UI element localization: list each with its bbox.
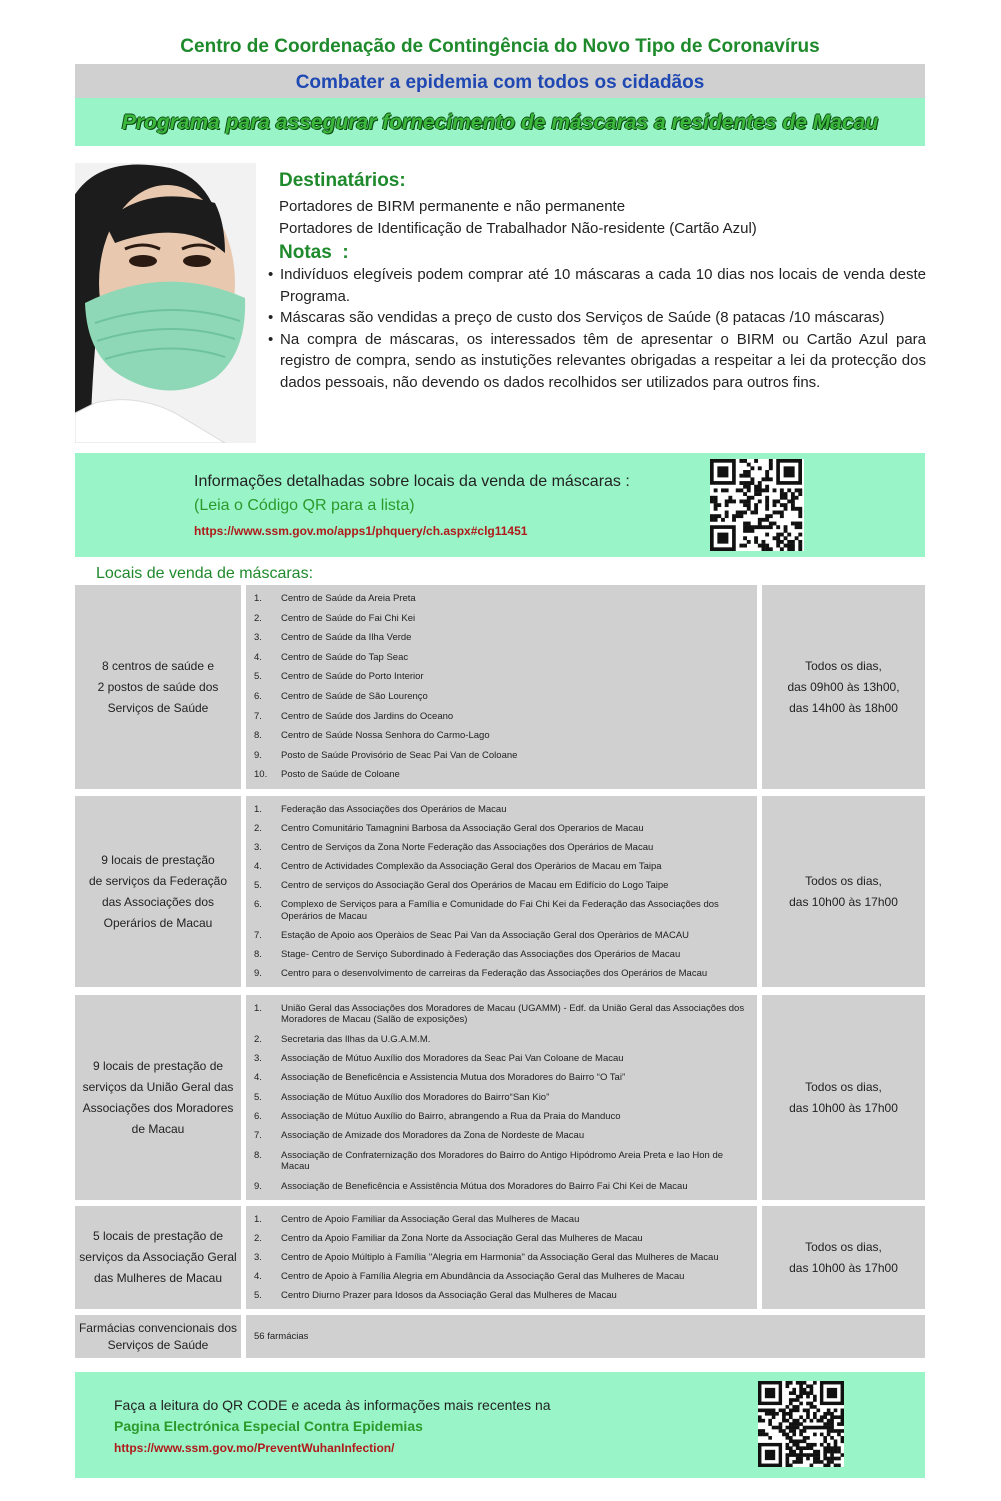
location-item-number: 6.: [254, 691, 262, 703]
location-item: [246, 861, 757, 873]
location-item-number: 3.: [254, 632, 262, 644]
location-list: [246, 796, 757, 987]
location-item-number: 5.: [254, 879, 262, 891]
location-item: [246, 1072, 757, 1084]
location-item-number: 9.: [254, 1180, 262, 1192]
note-item: • Máscaras são vendidas a preço de custo dos Serviços de Saúde (8 patacas /10 máscaras): [268, 307, 926, 329]
location-item-number: 2.: [254, 1232, 262, 1244]
location-item: [246, 1150, 757, 1173]
location-item-text: Centro de Serviços da Zona Norte Federação das Associações dos Operários de Macau: [281, 841, 654, 853]
location-item: [246, 730, 757, 742]
footer-line1: Faça a leitura do QR CODE e aceda às informações mais recentes na: [114, 1397, 551, 1413]
location-item: [246, 652, 757, 664]
location-item-number: 5.: [254, 1289, 262, 1301]
location-item-text: Complexo de Serviços para a Família e Comunidade do Fai Chi Kei da Federação das Associações dos Operários de Macau: [281, 899, 719, 922]
location-item-number: 1.: [254, 593, 262, 605]
location-item: [246, 930, 757, 942]
location-item-number: 1.: [254, 1002, 262, 1014]
location-item-number: 7.: [254, 929, 262, 941]
location-item: [246, 823, 757, 835]
location-item-text: Centro de Apoio Familiar da Associação Geral das Mulheres de Macau: [281, 1213, 580, 1225]
location-item-number: 4.: [254, 1072, 262, 1084]
footer-line2: Pagina Electrónica Especial Contra Epidemias: [114, 1418, 423, 1434]
location-item-number: 3.: [254, 1053, 262, 1065]
location-item: [246, 593, 757, 605]
location-item-text: Centro de Saúde da Areia Preta: [281, 593, 416, 605]
pharmacy-count: 56 farmácias: [246, 1315, 925, 1358]
location-item-text: Associação de Confraternização dos Moradores do Bairro do Antigo Hipódromo Areia Preta e Iao Hon de Macau: [281, 1149, 724, 1173]
location-item-text: Stage- Centro de Serviço Subordinado à Federação das Associações dos Operários de Macau: [281, 948, 681, 960]
locations-title: Locais de venda de máscaras:: [96, 565, 314, 582]
location-item: [246, 750, 757, 762]
qr-code-icon[interactable]: [758, 1381, 844, 1467]
location-item: [246, 613, 757, 625]
location-list: [246, 1206, 757, 1309]
location-item-text: Centro de Apoio Múltiplo à Família "Alegria em Harmonia" da Associação Geral das Mulheres de Macau: [281, 1251, 719, 1263]
location-item-number: 2.: [254, 612, 262, 624]
location-item: [246, 769, 757, 781]
location-item: [246, 1053, 757, 1065]
qr-info-line2: (Leia o Código QR para a lista): [194, 497, 415, 514]
location-list: [246, 585, 757, 789]
location-item-text: Centro de Actividades Complexão da Associação Geral dos Operàrios de Macau em Taipa: [281, 860, 662, 872]
location-item-text: Associação de Beneficência e Assistencia Mutua dos Moradores do Bairro “O Tai”: [281, 1072, 626, 1084]
location-item: [246, 804, 757, 816]
mask-locations-info-banner: [75, 453, 925, 557]
opening-hours: Todos os dias, das 09h00 às 13h00, das 14h00 às 18h00: [762, 585, 925, 789]
location-item-text: Centro da Apoio Familiar da Zona Norte da Associação Geral das Mulheres de Macau: [281, 1232, 643, 1244]
footer-link[interactable]: https://www.ssm.gov.mo/PreventWuhanInfection/: [114, 1441, 395, 1455]
location-item-text: Associação de Beneficência e Assistência Mútua dos Moradores do Bairro Fai Chi Kei de Macau: [281, 1180, 688, 1192]
location-item-number: 3.: [254, 1251, 262, 1263]
location-item-number: 2.: [254, 1033, 262, 1045]
location-item-text: Federação das Associações dos Operários de Macau: [281, 803, 507, 815]
location-item: [246, 1214, 757, 1226]
opening-hours: Todos os dias, das 10h00 às 17h00: [762, 1206, 925, 1309]
location-list: [246, 995, 757, 1200]
qr-info-line1: Informações detalhadas sobre locais da venda de máscaras :: [194, 473, 630, 490]
location-group-label: 5 locais de prestação de serviços da Associação Geral das Mulheres de Macau: [75, 1206, 241, 1309]
location-item-number: 1.: [254, 803, 262, 815]
location-group-label: 9 locais de prestação de serviços da União Geral das Associações dos Moradores de Macau: [75, 995, 241, 1200]
opening-hours: Todos os dias, das 10h00 às 17h00: [762, 995, 925, 1200]
location-item: [246, 1252, 757, 1264]
location-item-number: 8.: [254, 730, 262, 742]
pharmacy-label: Farmácias convencionais dos Serviços de Saúde: [75, 1315, 241, 1358]
location-item-number: 3.: [254, 841, 262, 853]
location-item-text: Associação de Mútuo Auxílio dos Moradores da Seac Pai Van Coloane de Macau: [281, 1053, 624, 1065]
location-item: [246, 632, 757, 644]
location-item-text: Centro Comunitário Tamagnini Barbosa da Associação Geral dos Operarios de Macau: [281, 822, 644, 834]
location-item-text: Centro de Saúde dos Jardins do Oceano: [281, 710, 454, 722]
location-item: [246, 899, 757, 922]
location-item: [246, 671, 757, 683]
location-item-number: 6.: [254, 1111, 262, 1123]
location-item-text: Posto de Saúde de Coloane: [281, 769, 400, 781]
location-item-text: Centro de Saúde do Tap Seac: [281, 651, 409, 663]
footer-banner: [75, 1372, 925, 1478]
location-item-text: Centro de Saúde de São Lourenço: [281, 691, 428, 703]
location-item: [246, 691, 757, 703]
location-item-number: 4.: [254, 860, 262, 872]
location-item-number: 10.: [254, 769, 268, 781]
location-item: [246, 1130, 757, 1142]
location-item-text: Centro de Saúde do Fai Chi Kei: [281, 612, 416, 624]
location-item-number: 7.: [254, 1130, 262, 1142]
opening-hours: Todos os dias, das 10h00 às 17h00: [762, 796, 925, 987]
location-item: [246, 1092, 757, 1104]
recipients-title: Destinatários:: [279, 170, 406, 191]
program-banner: Programa para assegurar fornecimento de máscaras a residentes de Macau: [75, 98, 925, 146]
location-item-text: Centro de Saúde da Ilha Verde: [281, 632, 412, 644]
note-item: • Na compra de máscaras, os interessados têm de apresentar o BIRM ou Cartão Azul para registro de compra, sendo as instutições relevantes obrigadas a respeitar a lei da protecção dos dados pessoais, não devendo os dados recolhidos ser utilizados para outros fins.: [268, 329, 926, 394]
qr-info-link[interactable]: https://www.ssm.gov.mo/apps1/phquery/ch.aspx#clg11451: [194, 524, 528, 538]
location-item-number: 9.: [254, 967, 262, 979]
location-item-text: Associação de Amizade dos Moradores da Zona de Nordeste de Macau: [281, 1130, 585, 1142]
location-item-text: Centro de Saúde Nossa Senhora do Carmo-Lago: [281, 730, 490, 742]
location-item-number: 8.: [254, 948, 262, 960]
location-item: [246, 842, 757, 854]
location-item-number: 5.: [254, 671, 262, 683]
recipient-line: Portadores de BIRM permanente e não permanente: [279, 198, 626, 215]
location-item: [246, 1233, 757, 1245]
location-item-text: Posto de Saúde Provisório de Seac Pai Van de Coloane: [281, 749, 518, 761]
woman-wearing-mask-photo: [75, 163, 256, 443]
location-item-number: 4.: [254, 1270, 262, 1282]
location-group-label: 8 centros de saúde e 2 postos de saúde dos Serviços de Saúde: [75, 585, 241, 789]
location-item-number: 6.: [254, 899, 262, 910]
qr-code-icon[interactable]: [710, 459, 804, 551]
location-item-text: Associação de Mútuo Auxílio dos Moradores do Bairro“San Kio”: [281, 1091, 550, 1103]
location-item-number: 7.: [254, 710, 262, 722]
notes-list: [268, 264, 926, 393]
location-item: [246, 949, 757, 961]
location-item: [246, 711, 757, 723]
location-item-text: União Geral das Associações dos Moradores de Macau (UGAMM) - Edf. da União Geral das Associações dos Moradores de Macau (Salão de exposições): [281, 1002, 745, 1026]
location-item-number: 4.: [254, 651, 262, 663]
note-item: • Indivíduos elegíveis podem comprar até 10 máscaras a cada 10 dias nos locais de venda deste Programa.: [268, 264, 926, 307]
location-item-text: Secretaria das Ilhas da U.G.A.M.M.: [281, 1033, 431, 1045]
location-item: [246, 1181, 757, 1193]
recipient-line: Portadores de Identificação de Trabalhador Não-residente (Cartão Azul): [279, 220, 757, 237]
notes-title: Notas :: [279, 242, 349, 263]
location-item-text: Associação de Mútuo Auxílio do Bairro, abrangendo a Rua da Praia do Manduco: [281, 1111, 621, 1123]
location-group-label: 9 locais de prestação de serviços da Federação das Associações dos Operários de Macau: [75, 796, 241, 987]
location-item-text: Centro Diurno Prazer para Idosos da Associação Geral das Mulheres de Macau: [281, 1289, 617, 1301]
location-item: [246, 1111, 757, 1123]
location-item-text: Estação de Apoio aos Operàios de Seac Pai Van da Associação Geral dos Operàrios de MACAU: [281, 929, 690, 941]
location-item-number: 1.: [254, 1213, 262, 1225]
location-item: [246, 968, 757, 980]
slogan-banner: Combater a epidemia com todos os cidadãos: [75, 64, 925, 98]
location-item: [246, 1034, 757, 1046]
location-item: [246, 880, 757, 892]
location-item-text: Centro de Apoio à Família Alegria em Abundância da Associação Geral das Mulheres de Macau: [281, 1270, 685, 1282]
location-item: [246, 1003, 757, 1026]
header-title: Centro de Coordenação de Contingência do Novo Tipo de Coronavírus: [180, 36, 820, 57]
location-item-text: Centro para o desenvolvimento de carreiras da Federação das Associações dos Operários de Macau: [281, 967, 708, 979]
location-item-number: 8.: [254, 1149, 262, 1161]
location-item-number: 5.: [254, 1091, 262, 1103]
location-item: [246, 1290, 757, 1302]
location-item-number: 2.: [254, 822, 262, 834]
location-item-number: 9.: [254, 749, 262, 761]
location-item: [246, 1271, 757, 1283]
location-item-text: Centro de serviços do Associação Geral dos Operários de Macau em Edifício do Logo Taipe: [281, 879, 669, 891]
location-item-text: Centro de Saúde do Porto Interior: [281, 671, 424, 683]
